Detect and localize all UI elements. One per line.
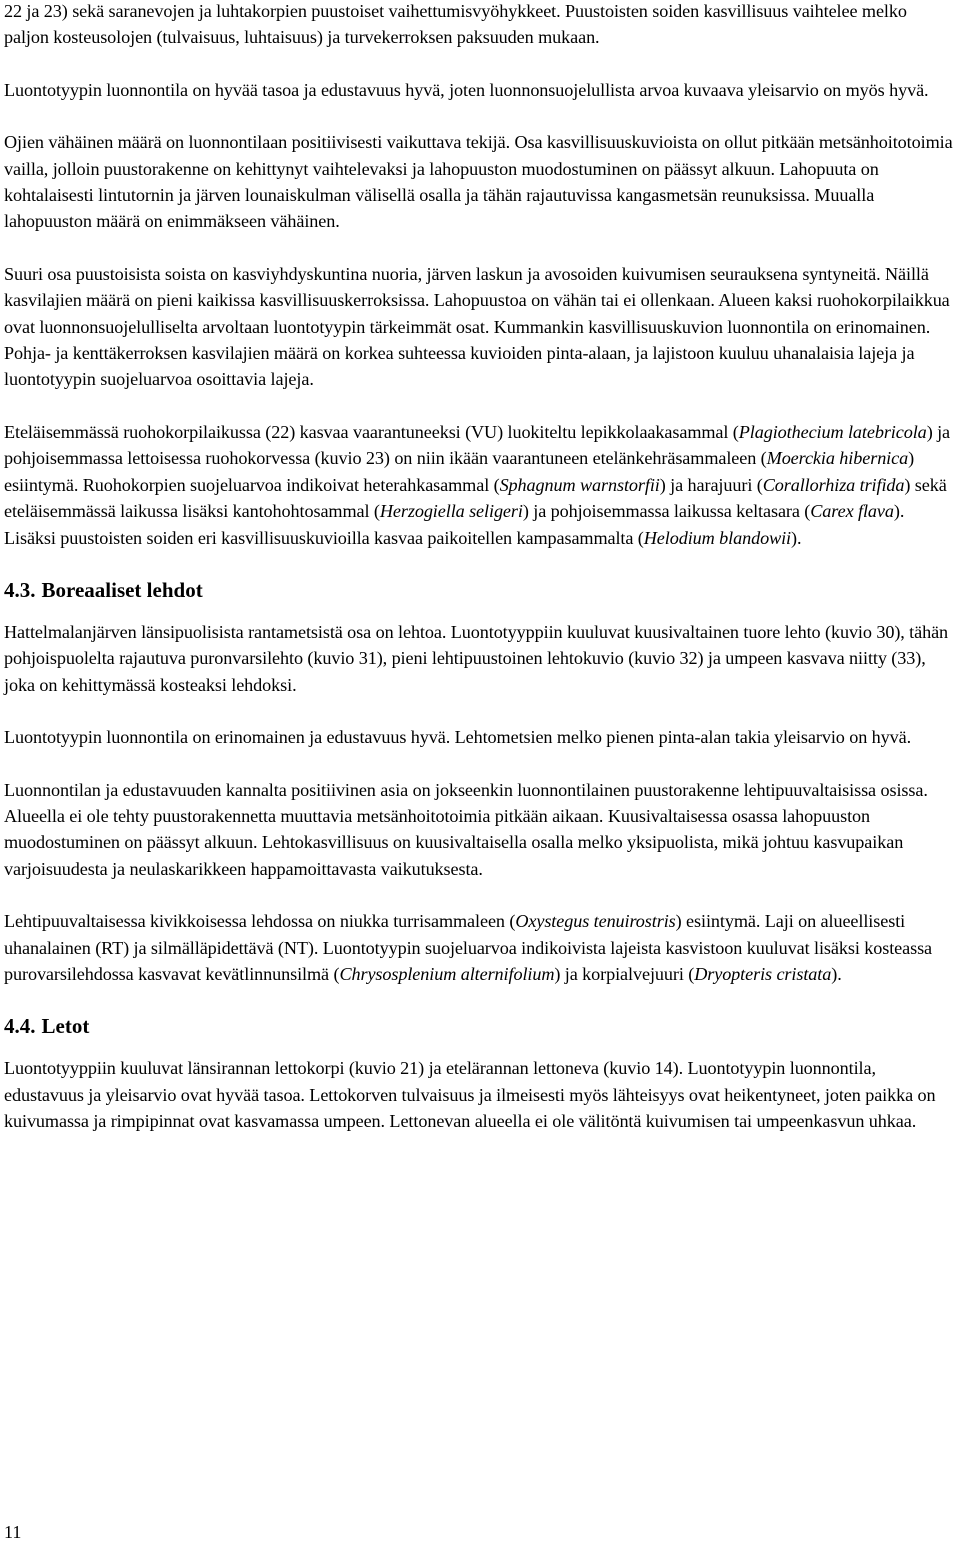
section-number: 4.3. [4,577,36,602]
species-name: Chrysosplenium alternifolium [339,963,555,984]
paragraph-p8 [4,777,954,883]
species-name: Plagiothecium latebricola [738,421,927,442]
species-name: Oxystegus tenuirostris [515,911,676,932]
paragraph-p7 [4,724,954,750]
text-run: Hattelmalanjärven länsipuolisista rantametsistä osa on lehtoa. Luontotyyppiin kuuluvat kuusivaltainen tuore lehto (kuvio 30), tähän pohjoispuolelta rajautuva puronvarsilehto (kuvio 31), pieni lehtipuustoinen lehtokuvio (kuvio 32) ja umpeen kasvava niitty (33), joka on kehittymässä kosteaksi lehdoksi. [4,621,949,695]
species-name: Helodium blandowii [643,527,792,548]
text-run: ) esiintymä. Ruohokorpien suojeluarvoa indikoivat heterahkasammal ( [4,448,915,495]
text-run: Luonnontilan ja edustavuuden kannalta positiivinen asia on jokseenkin luonnontilainen puustorakenne lehtipuuvaltaisissa osissa. Alueella ei ole tehty puustorakennetta muuttavia metsänhoitotoimia pitkään aikaan. Kuusivaltaisessa osassa lahopuuston muodostuminen on päässyt alkuun. Lehtokasvillisuus on kuusivaltaisella osalla melko yksipuolista, mikä johtuu kasvupaikan varjoisuudesta ja neulaskarikkeen happamoittavasta vaikutuksesta. [4,779,928,879]
paragraphs-top [4,0,954,551]
paragraph-p2 [4,77,954,103]
text-run: 22 ja 23) sekä saranevojen ja luhtakorpien puustoiset vaihettumisvyöhykkeet. Puustoisten soiden kasvillisuus vaihtelee melko paljon kosteusolojen (tulvaisuus, luhtaisuus) ja turvekerroksen paksuuden mukaan. [4,1,907,48]
paragraph-p4 [4,261,954,393]
text-run: ) esiintymä. Laji on alueellisesti uhanalainen (RT) ja silmälläpidettävä (NT). Luontotyypin suojeluarvoa indikoivista lajeista kasvistoon kuuluvat lisäksi kosteassa purovarsilehdossa kasvavat kevätlinnunsilmä ( [4,911,933,984]
text-run: ). [831,963,842,984]
text-run: Ojien vähäinen määrä on luonnontilaan positiivisesti vaikuttava tekijä. Osa kasvillisuuskuvioista on ollut pitkään metsänhoitotoimia vailla, jolloin puustorakenne on kehittynyt vaihtelevaksi ja lahopuuston muodostuminen on päässyt alkuun. Lahopuuta on kohtalaisesti lintutornin ja järven lounaiskulman välisellä osalla ja tähän rajautuvissa kangasmetsän reunuksissa. Muualla lahopuuston määrä on enimmäkseen vähäinen. [4,132,953,232]
text-run: Luontotyypin luonnontila on erinomainen ja edustavuus hyvä. Lehtometsien melko pienen pinta-alan takia yleisarvio on hyvä. [4,727,912,748]
page-number: 11 [4,1522,22,1542]
text-run: Luontotyyppiin kuuluvat länsirannan lettokorpi (kuvio 21) ja etelärannan lettoneva (kuvio 14). Luontotyypin luonnontila, edustavuus ja yleisarvio ovat hyvää tasoa. Lettokorven tulvaisuus ja ilmeisesti myös lähteisyys ovat heikentyneet, joten paikka on kuivumassa ja rimpipinnat ovat kasvamassa umpeen. Lettonevan alueella ei ole välitöntä kuivumisen tai umpeenkasvun uhkaa. [4,1058,936,1132]
paragraph-p3 [4,129,954,235]
section-heading-4-4 [4,1013,954,1039]
text-run: Lehtipuuvaltaisessa kivikkoisessa lehdossa on niukka turrisammaleen ( [4,911,516,932]
species-name: Dryopteris cristata [694,963,832,984]
paragraph-p9 [4,908,954,987]
text-run: ). Lisäksi puustoisten soiden eri kasvillisuuskuvioilla kasvaa paikoitellen kampasammalta ( [4,501,905,548]
species-name: Corallorhiza trifida [762,474,905,495]
paragraph-p6 [4,619,954,698]
section-title: Letot [41,1014,90,1039]
section-title: Boreaaliset lehdot [41,577,203,602]
text-run: ) sekä eteläisemmässä laikussa lisäksi kantohohtosammal ( [4,474,947,522]
text-run: ) ja harajuuri ( [659,474,763,495]
text-run: Luontotyypin luonnontila on hyvää tasoa ja edustavuus hyvä, joten luonnonsuojelullista arvoa kuvaava yleisarvio on myös hyvä. [4,79,929,100]
paragraphs-4-3 [4,619,954,987]
section-heading-4-3 [4,577,954,603]
paragraph-p10 [4,1055,954,1134]
text-run: Eteläisemmässä ruohokorpilaikussa (22) kasvaa vaarantuneeksi (VU) luokiteltu lepikkolaakasammal ( [4,421,739,442]
text-run: ) ja pohjoisemmassa laikussa keltasara ( [522,501,811,522]
document-page [4,0,954,1161]
text-run: ) ja pohjoisemmassa lettoisessa ruohokorvessa (kuvio 23) on niin ikään vaarantuneen etelänkehräsammaleen ( [4,421,951,469]
species-name: Sphagnum warnstorfii [499,474,660,495]
species-name: Herzogiella seligeri [379,501,523,522]
species-name: Carex flava [810,501,894,522]
section-number: 4.4. [4,1014,36,1039]
text-run: ). [791,527,802,548]
species-name: Moerckia hibernica [766,448,909,469]
paragraph-p1 [4,0,954,51]
text-run: ) ja korpialvejuuri ( [554,963,695,984]
paragraphs-4-4 [4,1055,954,1134]
text-run: Suuri osa puustoisista soista on kasviyhdyskuntina nuoria, järven laskun ja avosoiden kuivumisen seurauksena syntyneitä. Näillä kasvilajien määrä on pieni kaikissa kasvillisuuskerroksissa. Lahopuustoa on vähän tai ei ollenkaan. Alueen kaksi ruohokorpilaikkua ovat luonnonsuojelulliselta arvoltaan luontotyypin tärkeimmät osat. Kummankin kasvillisuuskuvion luonnontila on erinomainen. Pohja- ja kenttäkerroksen kasvilajien määrä on korkea suhteessa kuvioiden pinta-alaan, ja lajistoon kuuluu uhanalaisia lajeja ja luontotyypin suojeluarvoa osoittavia lajeja. [4,263,950,390]
paragraph-p5 [4,419,954,551]
